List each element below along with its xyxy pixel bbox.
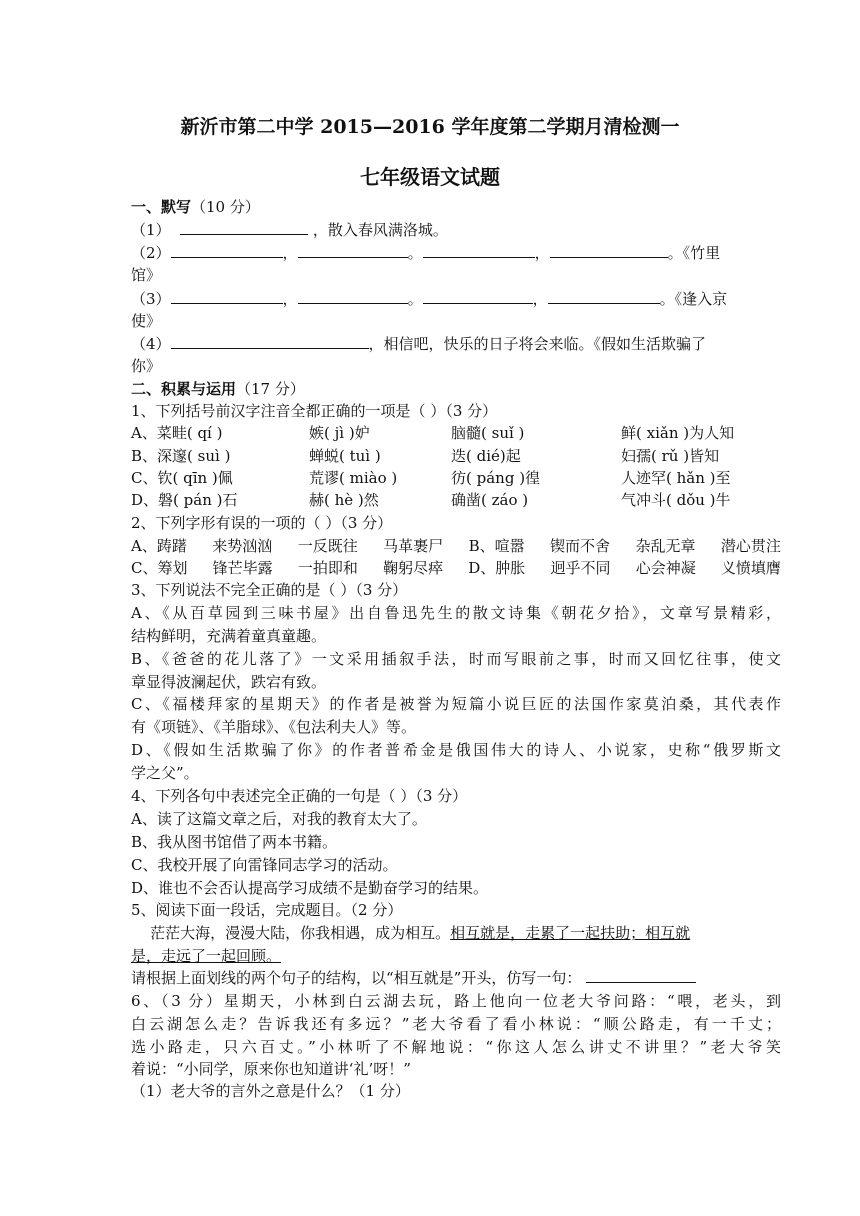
q5-underlined-text: 是，走远了一起回顾。 <box>131 947 282 965</box>
exam-subtitle: 七年级语文试题 <box>360 165 500 189</box>
q3-option-c-cont: 有《项链》、《羊脂球》、《包法利夫人》等。 <box>131 718 417 736</box>
q2-options-ab[interactable]: A、踌躇 来势汹汹 一反既往 马革裹尸 B、喧嚣 锲而不舍 杂乱无章 潜心贯注 <box>131 537 781 555</box>
q5-underlined-text: 相互就是，走累了一起扶助；相互就 <box>450 924 691 942</box>
sec1-line2-cont: 馆》 <box>131 266 162 284</box>
answer-blank[interactable] <box>550 242 668 258</box>
q1-option-c[interactable]: C、钦( qīn )佩 荒谬( miào ) 彷( páng )徨 人迹罕( hǎn )至 <box>131 469 731 487</box>
sec1-line4: （4） ，相信吧，快乐的日子将会来临。《假如生活欺骗了 <box>131 335 707 353</box>
q2-options-cd[interactable]: C、筹划 锋芒毕露 一拍即和 鞠躬尽瘁 D、肿胀 迥乎不同 心会神凝 义愤填膺 <box>131 559 781 577</box>
q3-option-a[interactable]: A、《从百草园到三味书屋》出自鲁迅先生的散文诗集《朝花夕拾》，文章写景精彩， <box>131 604 781 622</box>
q5-passage-cont <box>131 945 781 968</box>
answer-blank[interactable] <box>180 219 308 235</box>
q4-option-a[interactable]: A、读了这篇文章之后，对我的教育太大了。 <box>131 810 427 828</box>
answer-blank[interactable] <box>423 288 533 304</box>
q3-stem: 3、下列说法不完全正确的是（ ）（3 分） <box>131 581 408 599</box>
q3-option-a-cont: 结构鲜明，充满着童真童趣。 <box>131 627 327 645</box>
q6-subquestion-1: （1）老大爷的言外之意是什么？（1 分） <box>131 1082 410 1100</box>
sec1-line1: （1） ，散入春风满洛城。 <box>131 221 448 239</box>
q3-option-d[interactable]: D、《假如生活欺骗了你》的作者普希金是俄国伟大的诗人、小说家，史称“俄罗斯文 <box>131 741 781 759</box>
exam-title: 新沂市第二中学 2015—2016 学年度第二学期月清检测一 <box>180 116 680 138</box>
q6-line2: 白云湖怎么走？告诉我还有多远？”老大爷看了看小林说：“顺公路走，有一千丈； <box>131 1015 781 1033</box>
q5-passage: 茫茫大海，漫漫大陆，你我相遇，成为相互。相互就是，走累了一起扶助；相互就 <box>150 924 691 942</box>
q1-option-d[interactable]: D、磐( pán )石 赫( hè )然 确凿( záo ) 气冲斗( dǒu )牛 <box>131 491 731 509</box>
section1-heading: 一、默写（10 分） <box>131 198 260 216</box>
sec1-line2: （2） ， 。 ， 。《竹里 <box>131 244 721 262</box>
section2-heading: 二、积累与运用（17 分） <box>131 380 305 398</box>
q3-option-b-cont: 章显得波澜起伏，跌宕有致。 <box>131 673 327 691</box>
answer-blank[interactable] <box>548 288 660 304</box>
sec1-line3-cont: 使》 <box>131 312 162 330</box>
q4-stem: 4、下列各句中表述完全正确的一句是（ ）（3 分） <box>131 787 468 805</box>
q4-option-c[interactable]: C、我校开展了向雷锋同志学习的活动。 <box>131 856 398 874</box>
q2-stem: 2、下列字形有误的一项的（ ）（3 分） <box>131 514 393 532</box>
q6-line3: 选小路走，只六百丈。”小林听了不解地说：“你这人怎么讲丈不讲里？”老大爷笑 <box>131 1038 781 1056</box>
q4-option-d[interactable]: D、谁也不会否认提高学习成绩不是勤奋学习的结果。 <box>131 879 489 897</box>
q1-stem: 1、下列括号前汉字注音全都正确的一项是（ ）（3 分） <box>131 402 498 420</box>
answer-blank[interactable] <box>423 242 535 258</box>
sec1-line3: （3） ， 。 ， 。《逢入京 <box>131 290 728 308</box>
q6-line1: 6、（3 分）星期天，小林到白云湖去玩，路上他向一位老大爷问路：“喂，老头，到 <box>131 992 781 1010</box>
answer-blank[interactable] <box>171 333 369 349</box>
q3-option-d-cont: 学之父”。 <box>131 764 199 782</box>
sec1-line4-cont: 你》 <box>131 357 162 375</box>
q1-option-a[interactable]: A、菜畦( qí ) 嫉( jì )妒 脑髓( suǐ ) 鲜( xiǎn )为人知 <box>131 424 735 442</box>
q3-option-c[interactable]: C、《福楼拜家的星期天》的作者是被誉为短篇小说巨匠的法国作家莫泊桑，其代表作 <box>131 695 781 713</box>
q4-option-b[interactable]: B、我从图书馆借了两本书籍。 <box>131 833 338 851</box>
answer-blank[interactable] <box>586 967 696 983</box>
answer-blank[interactable] <box>171 288 283 304</box>
q5-stem: 5、阅读下面一段话，完成题目。（2 分） <box>131 901 403 919</box>
answer-blank[interactable] <box>298 242 408 258</box>
answer-blank[interactable] <box>171 242 283 258</box>
answer-blank[interactable] <box>298 288 408 304</box>
q5-ask: 请根据上面划线的两个句子的结构，以“相互就是”开头，仿写一句： <box>131 967 781 990</box>
q3-option-b[interactable]: B、《爸爸的花儿落了》一文采用插叙手法，时而写眼前之事，时而又回忆往事，使文 <box>131 650 781 668</box>
q1-option-b[interactable]: B、深邃( suì ) 蝉蜕( tuì ) 迭( dié)起 妇孺( rǔ )皆知 <box>131 447 720 465</box>
q6-line4: 着说：“小同学，原来你也知道讲‘礼’呀！” <box>131 1060 411 1078</box>
